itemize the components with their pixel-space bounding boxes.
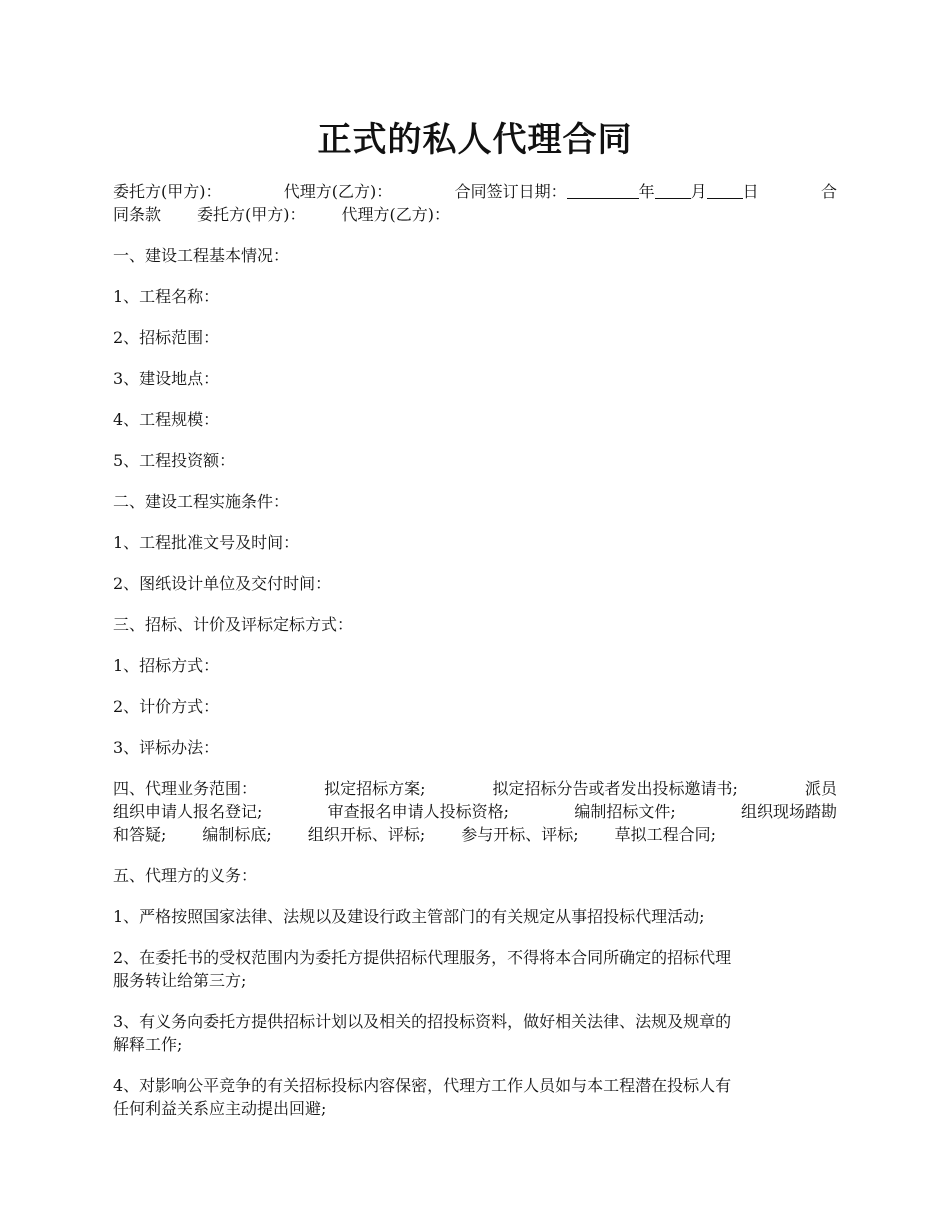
year-blank [567,182,639,199]
section5-heading: 五、代理方的义务： [113,866,258,885]
obligation-2-line-1: 2、在委托书的受权范围内为委托方提供招标代理服务，不得将本合同所确定的招标代理 [113,948,732,967]
scope-item: 拟定招标分告或者发出投标邀请书; [492,779,738,798]
scope-item: 组织开标、评标; [307,825,426,844]
list-item: 2、计价方式： [113,697,220,716]
document-title: 正式的私人代理合同 [317,120,633,160]
clause-head-part2: 同条款 [113,205,162,224]
party-a-label-2: 委托方(甲方)： [197,205,306,224]
list-item: 2、招标范围： [113,328,220,347]
obligation-2 [113,946,837,992]
month-unit: 月 [690,182,707,201]
obligation-2-line-2: 服务转让给第三方; [113,971,247,990]
clause-head-part1: 合 [820,182,837,201]
document-body [113,180,837,1138]
scope-item: 审查报名申请人投标资格; [327,802,510,821]
header-line-2 [113,203,837,226]
list-item: 2、图纸设计单位及交付时间： [113,574,332,593]
party-b-label-2: 代理方(乙方)： [341,205,451,224]
section4-block [113,777,837,846]
list-item: 4、工程规模： [113,410,220,429]
scope-item: 组织现场踏勘 [740,802,837,821]
list-item: 1、工程名称： [113,287,220,306]
party-a-label: 委托方(甲方)： [113,182,222,201]
obligation-4-line-1: 4、对影响公平竞争的有关招标投标内容保密，代理方工作人员如与本工程潜在投标人有 [113,1076,732,1095]
obligation-3-line-2: 解释工作; [113,1035,183,1054]
section1-heading: 一、建设工程基本情况： [113,246,290,265]
obligation-3 [113,1010,837,1056]
scope-item: 派员 [804,779,837,798]
day-unit: 日 [742,182,759,201]
scope-item: 编制招标文件; [574,802,676,821]
header-line-1 [113,180,837,203]
section4-line-3 [113,823,837,846]
obligation-3-line-1: 3、有义务向委托方提供招标计划以及相关的招投标资料，做好相关法律、法规及规章的 [113,1012,732,1031]
scope-item: 组织申请人报名登记; [113,802,263,821]
sign-date [455,180,759,203]
scope-item: 拟定招标方案; [324,779,426,798]
section3-heading: 三、招标、计价及评标定标方式： [113,615,354,634]
section4-heading: 四、代理业务范围： [113,779,258,798]
day-blank [707,182,743,199]
obligation-1: 1、严格按照国家法律、法规以及建设行政主管部门的有关规定从事招投标代理活动; [113,907,705,926]
list-item: 3、评标办法： [113,738,220,757]
sign-date-label: 合同签订日期： [454,182,567,201]
scope-item: 参与开标、评标; [461,825,579,844]
obligation-4-line-2: 任何利益关系应主动提出回避; [113,1099,327,1118]
party-b-label: 代理方(乙方)： [283,182,393,201]
list-item: 1、招标方式： [113,656,220,675]
scope-item: 和答疑; [113,825,167,844]
month-blank [655,182,691,199]
section2-heading: 二、建设工程实施条件： [113,492,290,511]
year-unit: 年 [638,182,655,201]
list-item: 1、工程批准文号及时间： [113,533,300,552]
obligation-4 [113,1074,837,1120]
scope-item: 编制标底; [202,825,272,844]
list-item: 5、工程投资额： [113,451,236,470]
section4-line-2 [113,800,837,823]
list-item: 3、建设地点： [113,369,220,388]
scope-item: 草拟工程合同; [614,825,717,844]
header-block [113,180,837,226]
section4-line-1 [113,777,837,800]
